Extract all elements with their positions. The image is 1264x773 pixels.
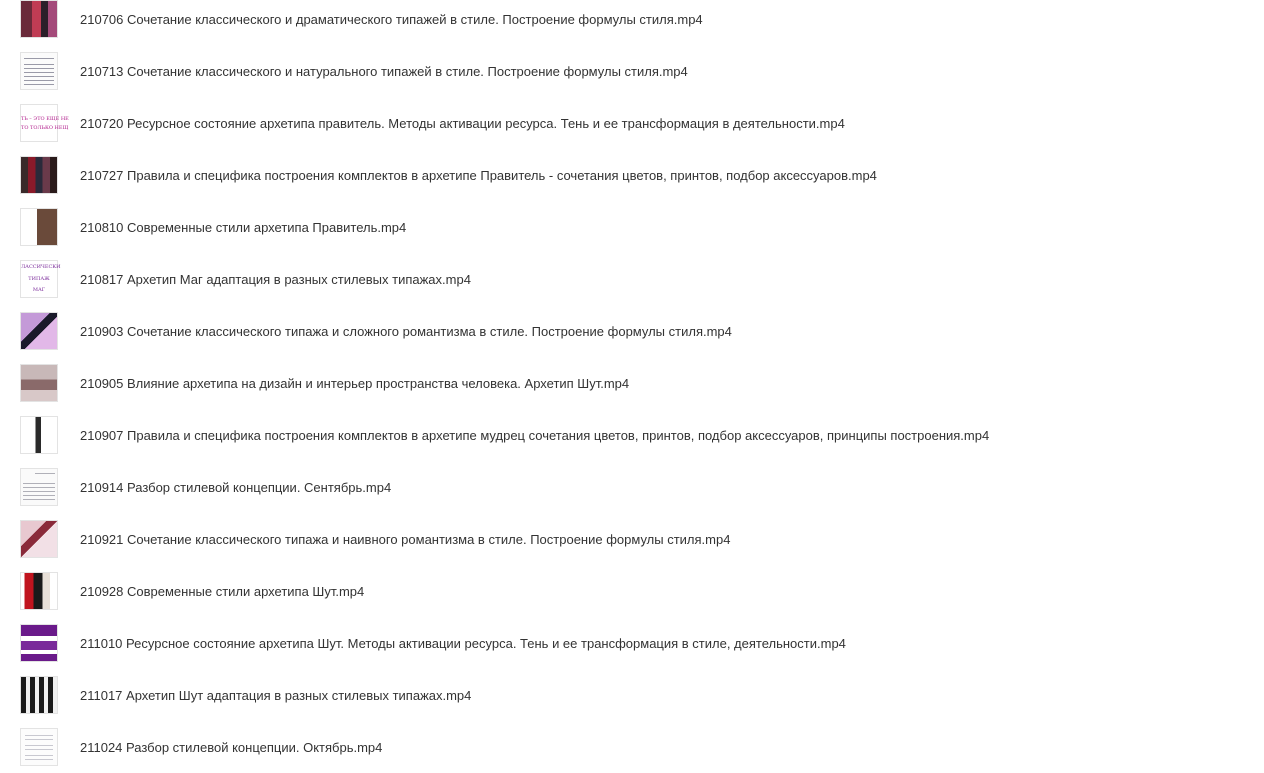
video-thumbnail-icon[interactable] [20, 572, 58, 610]
thumbnail-text: ТО ТОЛЬКО НЕЩ [21, 125, 69, 131]
file-name[interactable]: 210914 Разбор стилевой концепции. Сентябрь.mp4 [80, 479, 392, 495]
list-item[interactable] [0, 45, 1264, 97]
list-item[interactable] [0, 721, 1264, 773]
file-name[interactable]: 210817 Архетип Маг адаптация в разных стилевых типажах.mp4 [80, 271, 471, 287]
list-item[interactable] [0, 149, 1264, 201]
file-name[interactable]: 210706 Сочетание классического и драматического типажей в стиле. Построение формулы стиля.mp4 [80, 11, 703, 27]
video-thumbnail-icon[interactable] [20, 364, 58, 402]
file-name[interactable]: 211017 Архетип Шут адаптация в разных стилевых типажах.mp4 [80, 687, 472, 703]
thumbnail-text: ТИПАЖ [28, 276, 50, 282]
file-name[interactable]: 210921 Сочетание классического типажа и наивного романтизма в стиле. Построение формулы стиля.mp4 [80, 531, 731, 547]
list-item[interactable] [0, 409, 1264, 461]
list-item[interactable] [0, 253, 1264, 305]
video-thumbnail-icon[interactable] [20, 676, 58, 714]
list-item[interactable] [0, 565, 1264, 617]
file-name[interactable]: 211010 Ресурсное состояние архетипа Шут. Методы активации ресурса. Тень и ее трансформация в стиле, деятельности.mp4 [80, 635, 846, 651]
list-item[interactable] [0, 617, 1264, 669]
file-name[interactable]: 210810 Современные стили архетипа Правитель.mp4 [80, 219, 407, 235]
file-name[interactable]: 210905 Влияние архетипа на дизайн и интерьер пространства человека. Архетип Шут.mp4 [80, 375, 630, 391]
file-name[interactable]: 210928 Современные стили архетипа Шут.mp4 [80, 583, 365, 599]
list-item[interactable] [0, 0, 1264, 45]
list-item[interactable] [0, 669, 1264, 721]
thumbnail-text: МАГ [32, 287, 46, 293]
video-thumbnail-icon[interactable] [20, 416, 58, 454]
thumbnail-text: ЛАССИЧЕСКИ [21, 264, 61, 270]
file-name[interactable]: 210727 Правила и специфика построения комплектов в архетипе Правитель - сочетания цветов, принтов, подбор аксессуаров.mp4 [80, 167, 877, 183]
thumbnail-text: ТЬ – ЭТО ЕЩЕ НЕ [21, 116, 69, 122]
video-thumbnail-icon[interactable] [20, 208, 58, 246]
list-item[interactable] [0, 513, 1264, 565]
file-name[interactable]: 210903 Сочетание классического типажа и сложного романтизма в стиле. Построение формулы стиля.mp4 [80, 323, 732, 339]
video-thumbnail-icon[interactable] [20, 468, 58, 506]
video-thumbnail-icon[interactable] [20, 260, 61, 298]
list-item[interactable] [0, 461, 1264, 513]
video-thumbnail-icon[interactable] [20, 312, 58, 350]
file-name[interactable]: 210713 Сочетание классического и натурального типажей в стиле. Построение формулы стиля.mp4 [80, 63, 688, 79]
file-name[interactable]: 210720 Ресурсное состояние архетипа правитель. Методы активации ресурса. Тень и ее трансформация в деятельности.mp4 [80, 115, 845, 131]
video-thumbnail-icon[interactable] [20, 728, 58, 766]
video-thumbnail-icon[interactable] [20, 624, 58, 662]
video-thumbnail-icon[interactable] [20, 104, 69, 142]
file-name[interactable]: 211024 Разбор стилевой концепции. Октябрь.mp4 [80, 739, 383, 755]
video-thumbnail-icon[interactable] [20, 52, 58, 90]
video-thumbnail-icon[interactable] [20, 0, 58, 38]
list-item[interactable] [0, 305, 1264, 357]
file-name[interactable]: 210907 Правила и специфика построения комплектов в архетипе мудрец сочетания цветов, принтов, подбор аксессуаров, принципы построения.mp4 [80, 427, 990, 443]
video-thumbnail-icon[interactable] [20, 156, 58, 194]
list-item[interactable] [0, 357, 1264, 409]
video-thumbnail-icon[interactable] [20, 520, 58, 558]
list-item[interactable] [0, 97, 1264, 149]
list-item[interactable] [0, 201, 1264, 253]
